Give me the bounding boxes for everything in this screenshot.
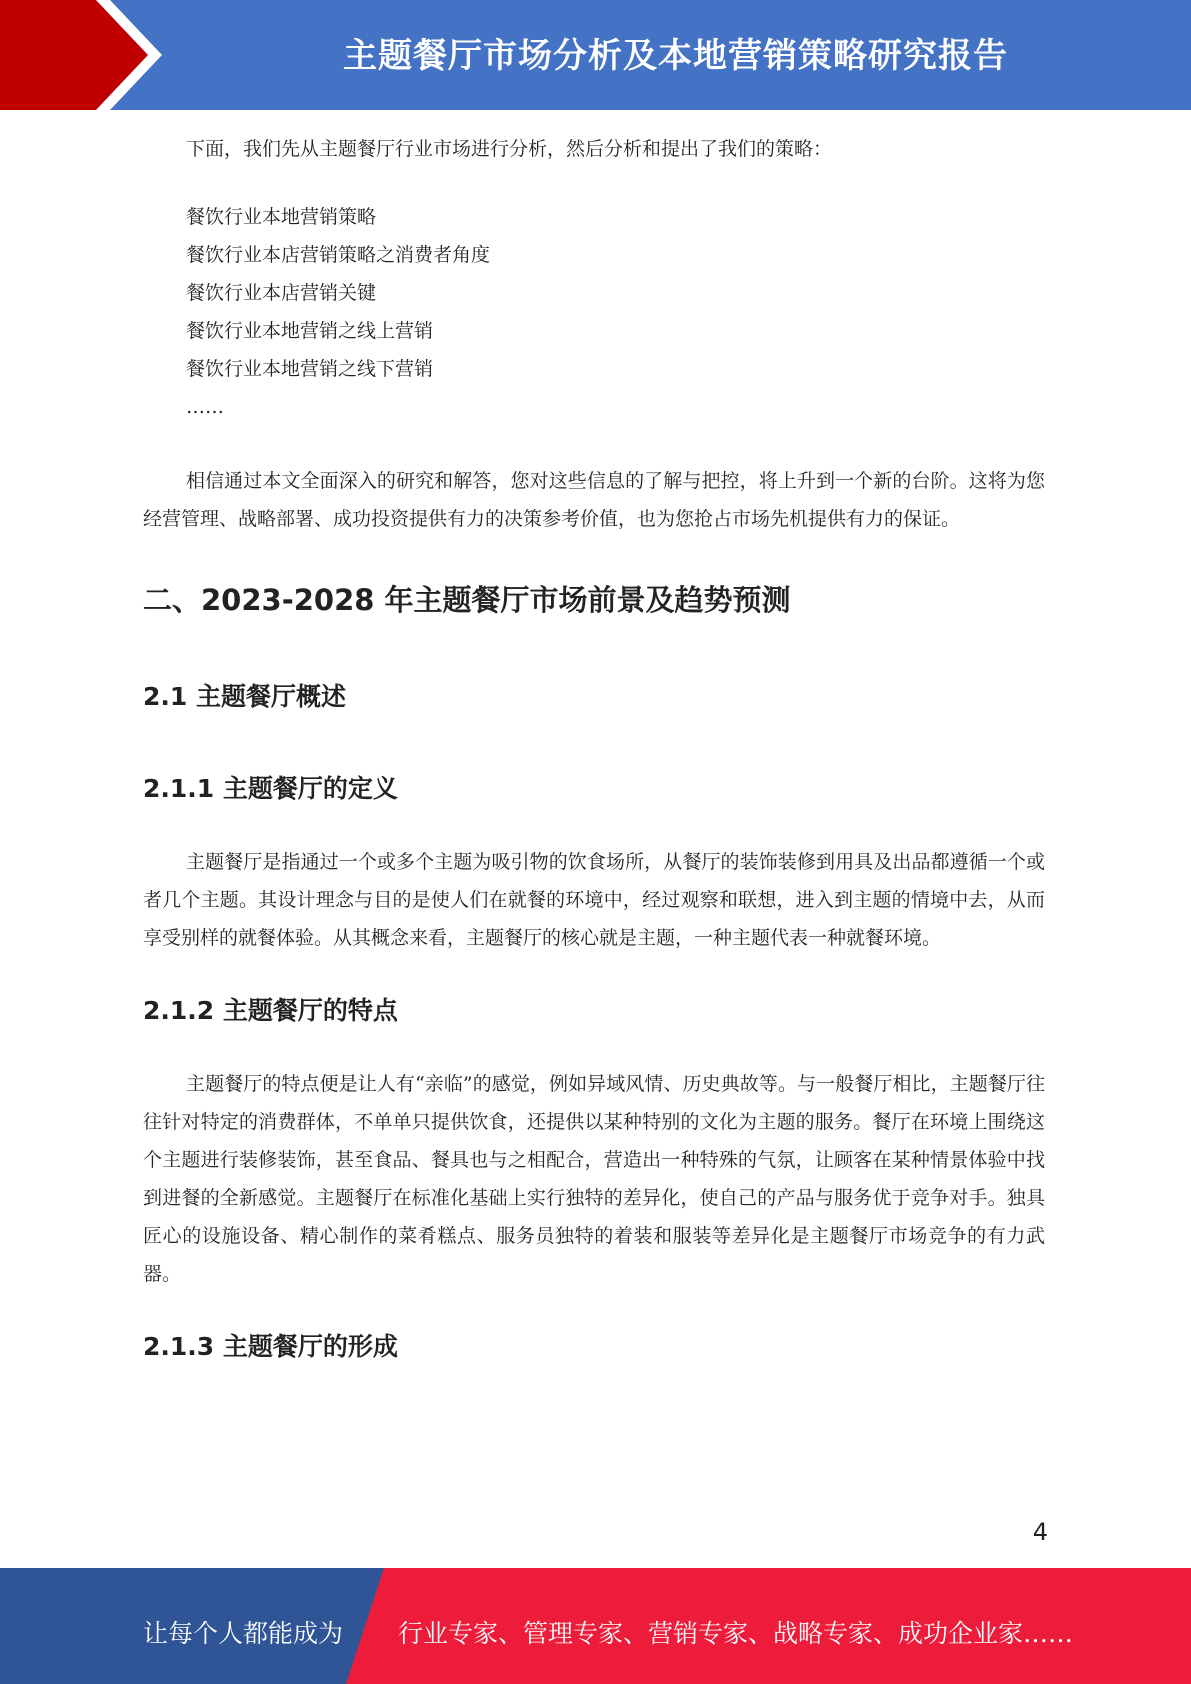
footer-slogan-right: 行业专家、管理专家、营销专家、战略专家、成功企业家…… <box>398 1619 1074 1648</box>
page-header <box>0 0 1191 110</box>
list-item: 餐饮行业本店营销策略之消费者角度 <box>186 244 491 266</box>
document-body <box>143 130 1045 1363</box>
definition-paragraph: 主题餐厅是指通过一个或多个主题为吸引物的饮食场所，从餐厅的装饰装修到用具及出品都遵循一个或者几个主题。其设计理念与目的是使人们在就餐的环境中，经过观察和联想，进入到主题的情境中去，从而享受别样的就餐体验。从其概念来看，主题餐厅的核心就是主题，一种主题代表一种就餐环境。 <box>143 851 1045 949</box>
report-title: 主题餐厅市场分析及本地营销策略研究报告 <box>343 36 1008 76</box>
subsection-heading: 2.1 主题餐厅概述 <box>143 682 346 711</box>
subsection-heading: 2.1.1 主题餐厅的定义 <box>143 774 398 803</box>
list-item: 餐饮行业本地营销之线下营销 <box>186 358 434 380</box>
features-paragraph: 主题餐厅的特点便是让人有“亲临”的感觉，例如异域风情、历史典故等。与一般餐厅相比，主题餐厅往往针对特定的消费群体，不单单只提供饮食，还提供以某种特别的文化为主题的服务。餐厅在环境上围绕这个主题进行装修装饰，甚至食品、餐具也与之相配合，营造出一种特殊的气氛，让顾客在某种情景体验中找到进餐的全新感觉。主题餐厅在标准化基础上实行独特的差异化，使自己的产品与服务优于竞争对手。独具匠心的设施设备、精心制作的菜肴糕点、服务员独特的着装和服装等差异化是主题餐厅市场竞争的有力武器。 <box>143 1073 1045 1285</box>
subsection-heading: 2.1.2 主题餐厅的特点 <box>143 996 398 1025</box>
list-item: …… <box>186 396 224 418</box>
intro-lead: 下面，我们先从主题餐厅行业市场进行分析，然后分析和提出了我们的策略： <box>186 138 833 160</box>
intro-closing: 相信通过本文全面深入的研究和解答，您对这些信息的了解与把控，将上升到一个新的台阶。这将为您经营管理、战略部署、成功投资提供有力的决策参考价值，也为您抢占市场先机提供有力的保证。 <box>143 470 1045 530</box>
strategy-list <box>143 198 1045 426</box>
page-footer <box>0 1568 1191 1684</box>
footer-slogan-left: 让每个人都能成为 <box>143 1619 344 1648</box>
subsection-heading: 2.1.3 主题餐厅的形成 <box>143 1332 398 1361</box>
list-item: 餐饮行业本地营销之线上营销 <box>186 320 434 342</box>
list-item: 餐饮行业本店营销关键 <box>186 282 377 304</box>
list-item: 餐饮行业本地营销策略 <box>186 206 377 228</box>
page-number: 4 <box>1032 1518 1048 1546</box>
section-heading: 二、2023-2028 年主题餐厅市场前景及趋势预测 <box>143 583 791 617</box>
